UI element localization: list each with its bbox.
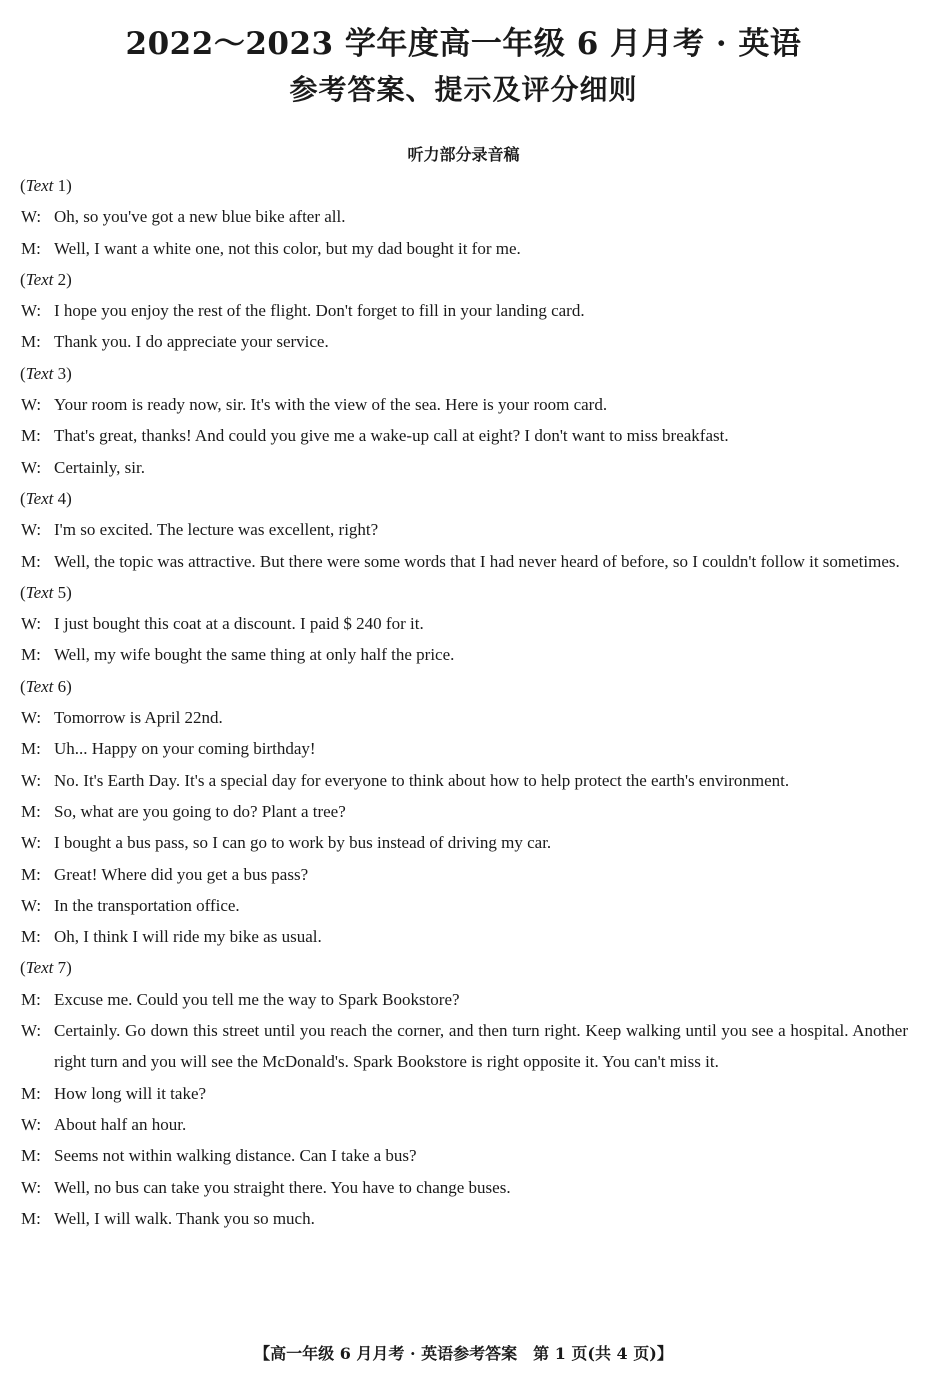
dialogue-text: Certainly. Go down this street until you reach the corner, and then turn right. Keep walking until you see a hospital. Another right turn and you will see the McDonald's. Spark Bookstore is right opposite it. You can't miss it. [54,1021,908,1072]
dialogue-text: Well, the topic was attractive. But there were some words that I had never heard of before, so I couldn't follow it sometimes. [54,551,900,571]
speaker-name: W [21,520,37,540]
dialogue-text: About half an hour. [54,1114,187,1134]
text-heading: (Text 7) [20,958,72,978]
page-footer: 【高一年级 6 月月考 · 英语参考答案 第 1 页(共 4 页)】 [254,1344,673,1363]
text-label: Text [25,958,54,978]
speaker-name: M [21,864,37,884]
text-heading: (Text 6) [20,676,72,696]
dialogue-line [0,233,927,264]
speaker-name: W [21,895,37,915]
dialogue-text: Your room is ready now, sir. It's with the view of the sea. Here is your room card. [54,395,608,415]
speaker-label: M: [21,332,41,352]
speaker-label: W: [21,895,42,915]
dialogue-text: I bought a bus pass, so I can go to work by bus instead of driving my car. [54,833,552,853]
text-label: Text [25,363,54,383]
dialogue-line [0,1203,927,1234]
dialogue-text: I just bought this coat at a discount. I paid $ 240 for it. [54,614,424,634]
speaker-name: W [21,708,37,728]
speaker-name: W [21,770,37,790]
text-heading: (Text 4) [20,488,72,508]
speaker-name: W [21,614,37,634]
speaker-label: W: [21,395,42,415]
dialogue-line [0,1015,927,1078]
speaker-name: M [21,989,37,1009]
dialogue-line [0,1109,927,1140]
dialogue-line [0,796,927,827]
speaker-label: M: [21,238,41,258]
speaker-name: W [21,301,37,321]
dialogue-text: I'm so excited. The lecture was excellent, right? [54,520,379,540]
speaker-label: M: [21,551,41,571]
speaker-label: M: [21,426,41,446]
dialogue-text: I hope you enjoy the rest of the flight. Don't forget to fill in your landing card. [54,301,585,321]
dialogue-text: No. It's Earth Day. It's a special day for everyone to think about how to help protect the earth's environment. [54,770,790,790]
speaker-label: M: [21,739,41,759]
dialogue-line [0,827,927,858]
speaker-label: M: [21,801,41,821]
text-number: 4 [57,488,67,508]
dialogue-line [0,733,927,764]
speaker-name: W [21,1177,37,1197]
speaker-label: M: [21,1083,41,1103]
dialogue-text: In the transportation office. [54,895,240,915]
speaker-name: W [21,1114,37,1134]
dialogue-line [0,326,927,357]
speaker-name: M [21,551,37,571]
dialogue-text: Thank you. I do appreciate your service. [54,332,329,352]
speaker-label: W: [21,708,42,728]
speaker-name: M [21,1208,37,1228]
speaker-label: W: [21,1114,42,1134]
speaker-label: M: [21,989,41,1009]
speaker-name: M [21,426,37,446]
speaker-name: W [21,1021,37,1041]
dialogue-text: Well, I will walk. Thank you so much. [54,1208,315,1228]
dialogue-line [0,702,927,733]
speaker-name: W [21,395,37,415]
dialogue-line [0,389,927,420]
speaker-name: W [21,457,37,477]
text-heading: (Text 1) [20,176,72,195]
page-title: 2022～2023 学年度高一年级 6 月月考 · 英语 [125,26,802,62]
speaker-name: M [21,801,37,821]
text-number: 5 [57,582,67,602]
dialogue-line [0,639,927,670]
dialogue-line [0,890,927,921]
text-number: 3 [57,363,67,383]
speaker-label: W: [21,520,42,540]
text-number: 6 [57,676,67,696]
dialogue-line [0,514,927,545]
speaker-name: M [21,739,37,759]
speaker-label: W: [21,301,42,321]
dialogue-line [0,921,927,952]
dialogue-line [0,201,927,232]
speaker-label: M: [21,645,41,665]
dialogue-line [0,420,927,451]
dialogue-text: That's great, thanks! And could you give me a wake-up call at eight? I don't want to miss breakfast. [54,426,729,446]
speaker-label: M: [21,927,41,947]
dialogue-text: Tomorrow is April 22nd. [54,708,223,728]
dialogue-text: So, what are you going to do? Plant a tree? [54,801,346,821]
dialogue-line [0,295,927,326]
dialogue-line [0,1078,927,1109]
text-label: Text [25,269,54,289]
dialogue-line [0,546,927,577]
speaker-name: W [21,833,37,853]
dialogue-line [0,452,927,483]
dialogue-text: Excuse me. Could you tell me the way to Spark Bookstore? [54,989,460,1009]
speaker-label: W: [21,1021,42,1041]
dialogue-text: Well, I want a white one, not this color, but my dad bought it for me. [54,238,521,258]
dialogue-line [0,1172,927,1203]
speaker-label: W: [21,770,42,790]
speaker-label: W: [21,207,42,227]
speaker-name: M [21,1083,37,1103]
dialogue-text: Certainly, sir. [54,457,145,477]
dialogue-line [0,1140,927,1171]
dialogue-text: Uh... Happy on your coming birthday! [54,739,316,759]
speaker-label: W: [21,457,42,477]
page-subtitle: 参考答案、提示及评分细则 [289,73,638,106]
speaker-name: M [21,1146,37,1166]
dialogue-text: Oh, so you've got a new blue bike after all. [54,207,346,227]
dialogue-text: Oh, I think I will ride my bike as usual. [54,927,322,947]
speaker-label: M: [21,864,41,884]
dialogue-text: Seems not within walking distance. Can I take a bus? [54,1146,417,1166]
text-label: Text [25,582,54,602]
speaker-label: M: [21,1146,41,1166]
text-number: 7 [57,958,67,978]
dialogue-line [0,859,927,890]
text-heading: (Text 3) [20,363,72,383]
speaker-name: M [21,927,37,947]
section-title: 听力部分录音稿 [407,145,520,164]
text-label: Text [25,176,54,195]
text-number: 1 [57,176,67,195]
dialogue-text: Well, no bus can take you straight there. You have to change buses. [54,1177,511,1197]
dialogue-line [0,984,927,1015]
speaker-name: M [21,645,37,665]
transcript [0,170,927,1234]
dialogue-line [0,608,927,639]
speaker-name: M [21,332,37,352]
text-heading: (Text 5) [20,582,72,602]
speaker-name: M [21,238,37,258]
text-heading: (Text 2) [20,269,72,289]
speaker-label: W: [21,614,42,634]
dialogue-text: Well, my wife bought the same thing at only half the price. [54,645,455,665]
text-number: 2 [57,269,67,289]
dialogue-text: How long will it take? [54,1083,207,1103]
dialogue-line [0,765,927,796]
text-label: Text [25,676,54,696]
speaker-name: W [21,207,37,227]
speaker-label: W: [21,833,42,853]
text-label: Text [25,488,54,508]
speaker-label: M: [21,1208,41,1228]
speaker-label: W: [21,1177,42,1197]
dialogue-text: Great! Where did you get a bus pass? [54,864,309,884]
